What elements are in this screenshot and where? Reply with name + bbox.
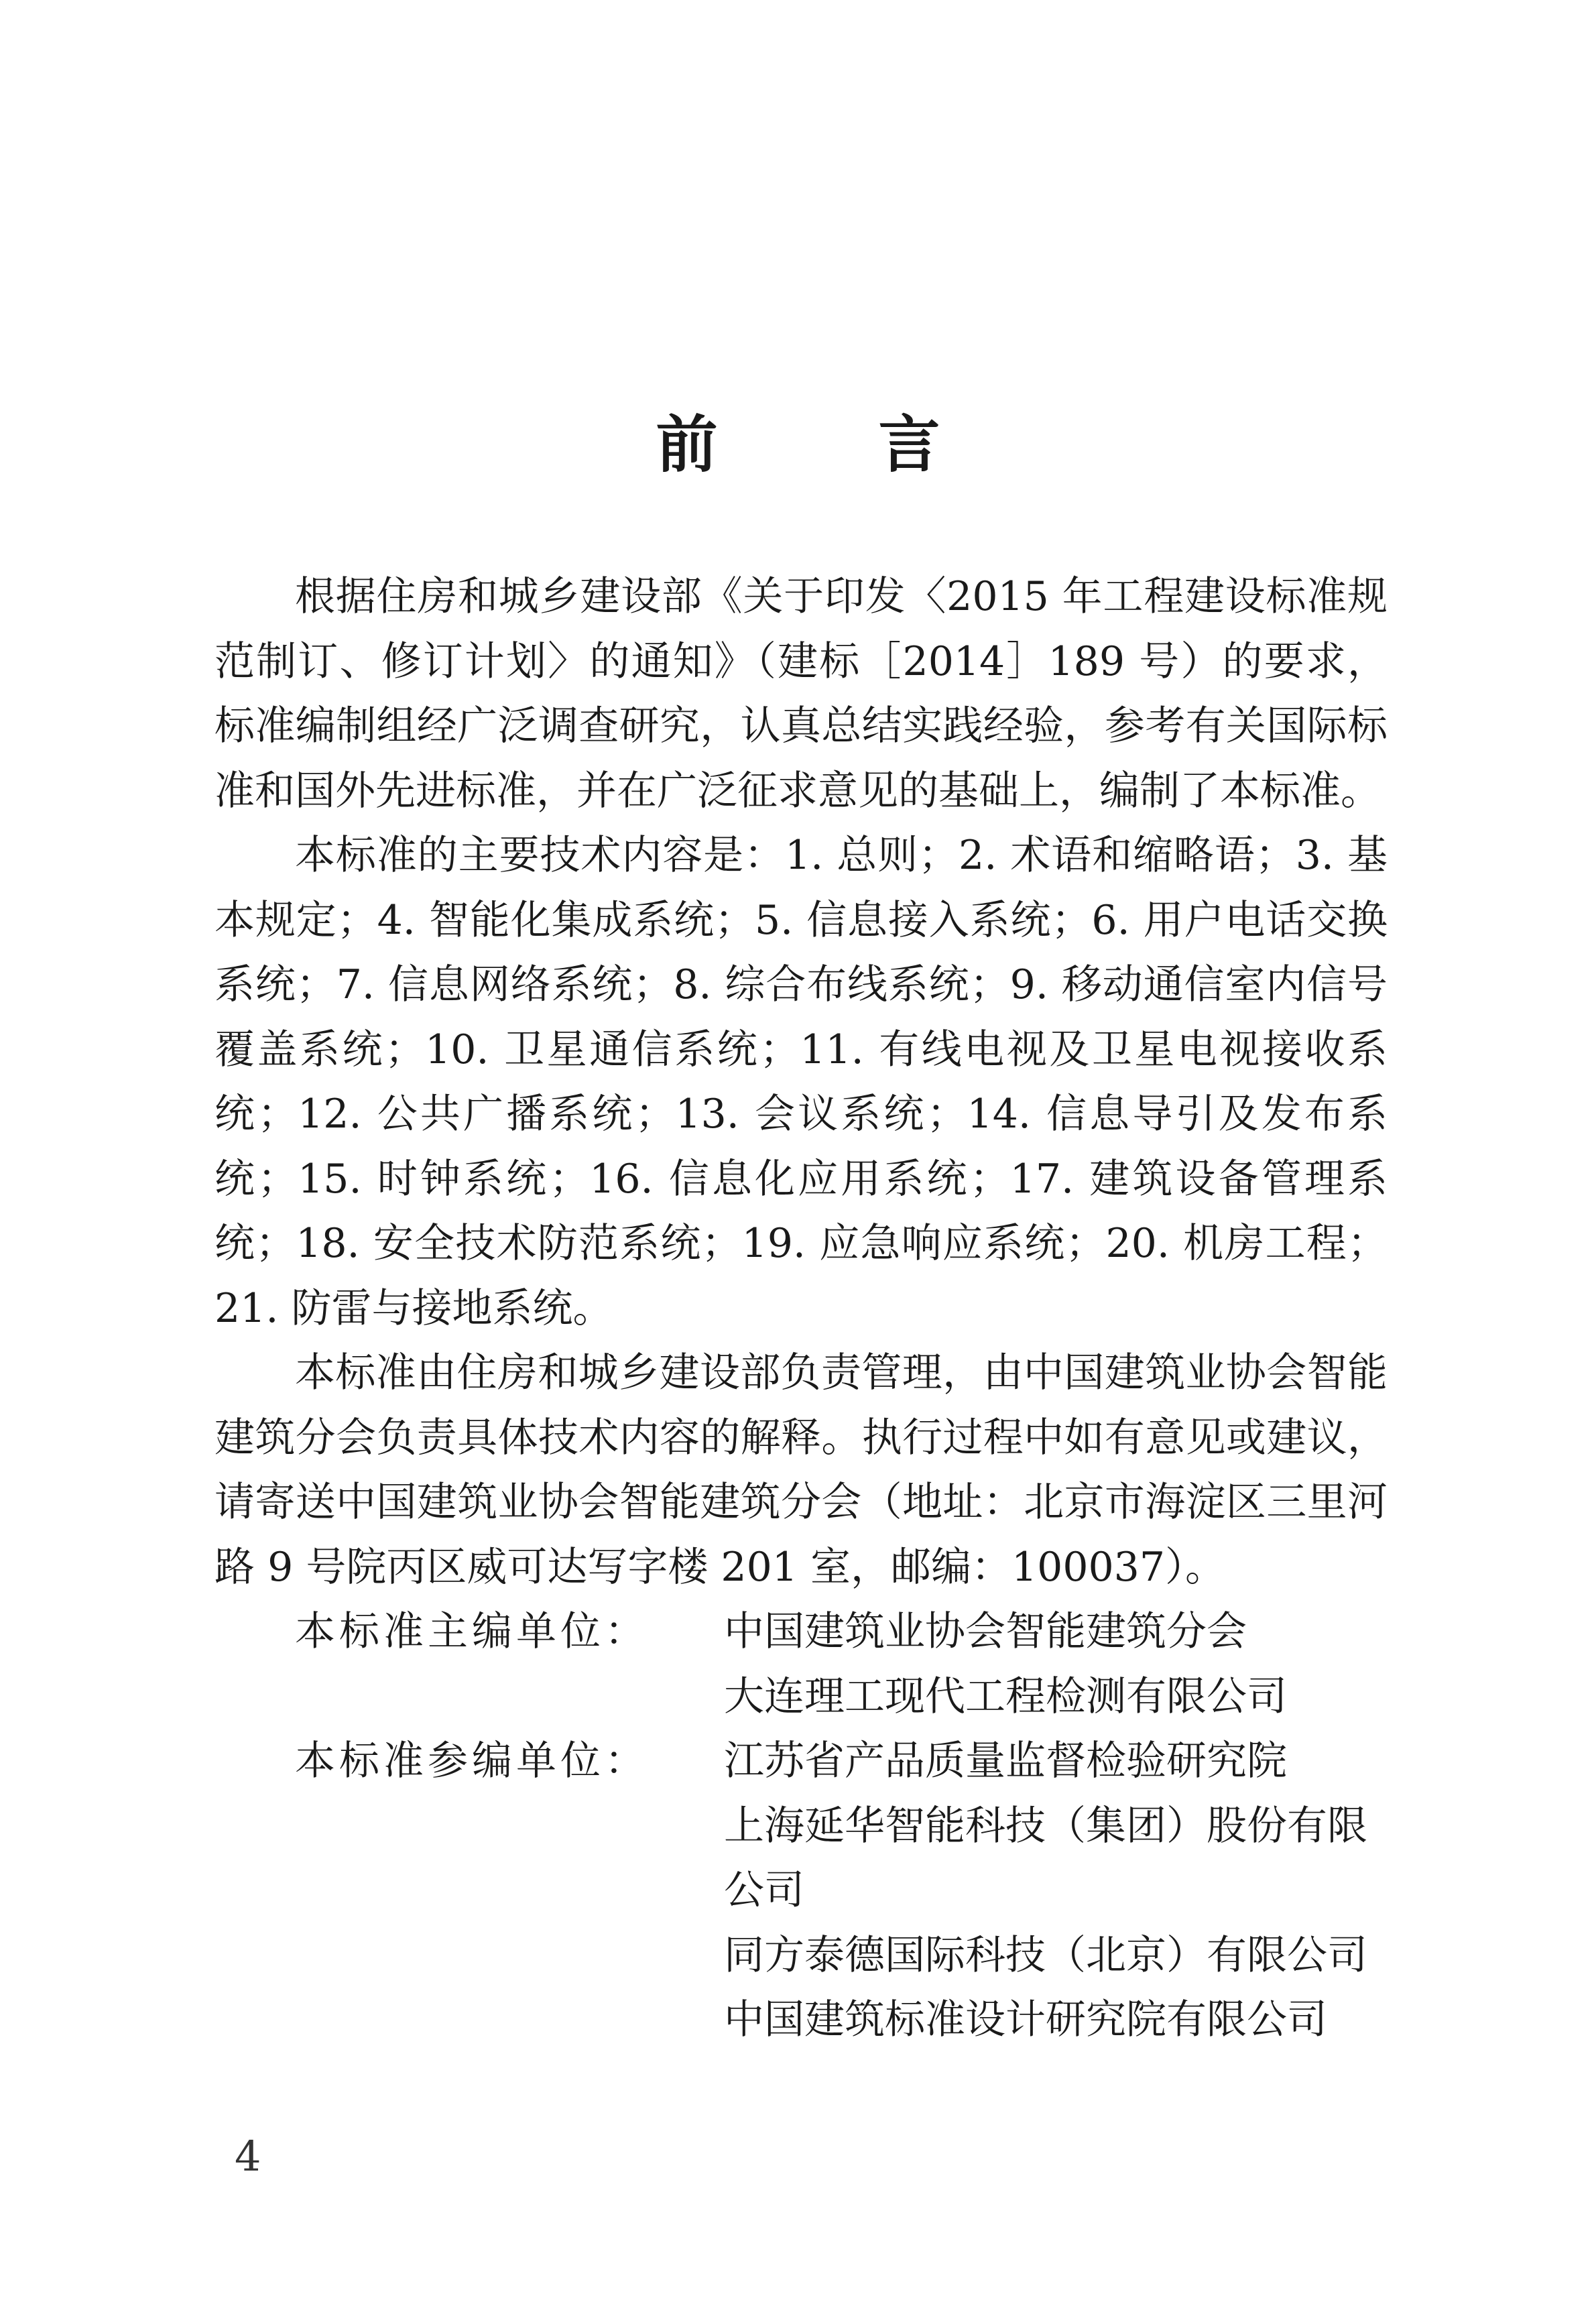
chief-units-block [214, 1599, 1388, 1729]
participating-units-list [724, 1729, 1388, 2053]
chief-units-list [724, 1599, 1388, 1729]
participating-unit-item: 中国建筑标准设计研究院有限公司 [724, 1996, 1327, 2043]
participating-unit-item: 同方泰德国际科技（北京）有限公司 [724, 1931, 1367, 1979]
participating-units-block [214, 1729, 1388, 2053]
chief-units-label: 本标准主编单位： [295, 1608, 649, 1655]
chief-unit-item: 中国建筑业协会智能建筑分会 [724, 1608, 1247, 1655]
participating-unit-item: 江苏省产品质量监督检验研究院 [724, 1738, 1287, 1784]
preface-body [214, 564, 1388, 2053]
participating-units-label: 本标准参编单位： [295, 1738, 649, 1784]
page-title: 前言 [656, 409, 1101, 481]
paragraph-basis: 根据住房和城乡建设部《关于印发〈2015 年工程建设标准规范制订、修订计划〉的通知》（建标［2014］189 号）的要求，标准编制组经广泛调查研究，认真总结实践经验，参考有关国际标准和国外先进标准，并在广泛征求意见的基础上，编制了本标准。 [214, 573, 1388, 814]
paragraph-contents: 本标准的主要技术内容是：1. 总则；2. 术语和缩略语；3. 基本规定；4. 智能化集成系统；5. 信息接入系统；6. 用户电话交换系统；7. 信息网络系统；8. 综合布线系统；9. 移动通信室内信号覆盖系统；10. 卫星通信系统；11. 有线电视及卫星电视接收系统；12. 公共广播系统；13. 会议系统；14. 信息导引及发布系统；15. 时钟系统；16. 信息化应用系统；17. 建筑设备管理系统；18. 安全技术防范系统；19. 应急响应系统；20. 机房工程；21. 防雷与接地系统。 [214, 832, 1388, 1332]
paragraph-management: 本标准由住房和城乡建设部负责管理，由中国建筑业协会智能建筑分会负责具体技术内容的解释。执行过程中如有意见或建议，请寄送中国建筑业协会智能建筑分会（地址：北京市海淀区三里河路 9 号院丙区威可达写字楼 201 室，邮编：100037）。 [214, 1349, 1388, 1591]
chief-unit-item: 大连理工现代工程检测有限公司 [724, 1673, 1287, 1720]
page-number: 4 [235, 2132, 261, 2181]
participating-unit-item: 上海延华智能科技（集团）股份有限公司 [724, 1802, 1367, 1914]
